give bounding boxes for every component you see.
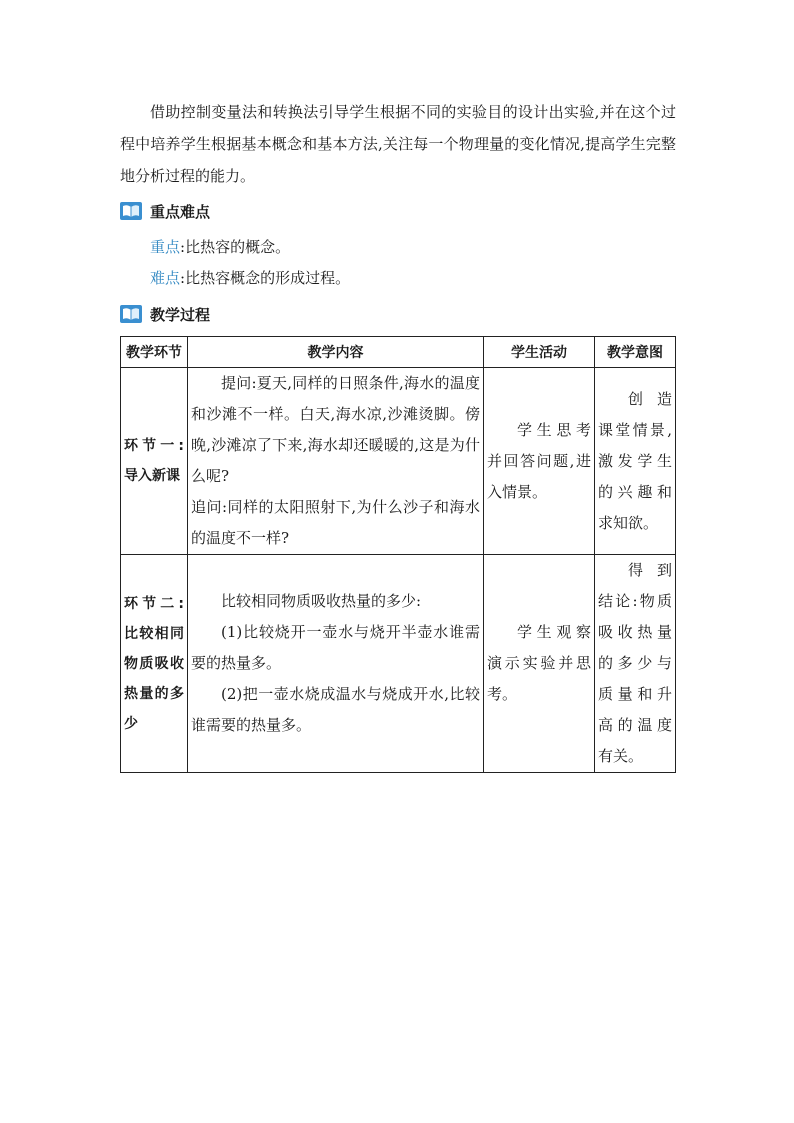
open-book-icon bbox=[120, 304, 142, 324]
process-heading bbox=[120, 303, 210, 325]
difficulty-line bbox=[150, 267, 350, 289]
focus-text: :比热容的概念。 bbox=[180, 238, 291, 256]
header-stage: 教学环节 bbox=[121, 337, 188, 368]
intent-cell: 得到结论:物质吸收热量的多少与质量和升高的温度有关。 bbox=[595, 555, 676, 773]
content-paragraph: 追问:同样的太阳照射下,为什么沙子和海水的温度不一样? bbox=[191, 498, 480, 547]
difficulty-label: 难点 bbox=[150, 269, 181, 287]
table-row bbox=[121, 555, 676, 773]
activity-cell: 学生思考并回答问题,进入情景。 bbox=[484, 368, 595, 555]
table-row bbox=[121, 368, 676, 555]
table-header-row bbox=[121, 337, 676, 368]
intro-paragraph: 借助控制变量法和转换法引导学生根据不同的实验目的设计出实验,并在这个过程中培养学生根据基本概念和基本方法,关注每一个物理量的变化情况,提高学生完整地分析过程的能力。 bbox=[120, 103, 676, 185]
section-title: 重点难点 bbox=[150, 202, 211, 221]
header-activity: 学生活动 bbox=[484, 337, 595, 368]
key-points-heading bbox=[120, 200, 210, 222]
content-cell bbox=[188, 368, 484, 555]
content-paragraph: (1)比较烧开一壶水与烧开半壶水谁需要的热量多。 bbox=[191, 623, 480, 672]
content-paragraph: 提问:夏天,同样的日照条件,海水的温度和沙滩不一样。白天,海水凉,沙滩烫脚。傍晚,沙滩凉了下来,海水却还暖暖的,这是为什么呢? bbox=[191, 374, 480, 485]
teaching-process-table bbox=[120, 336, 676, 773]
open-book-icon bbox=[120, 201, 142, 221]
activity-cell: 学生观察演示实验并思考。 bbox=[484, 555, 595, 773]
difficulty-text: :比热容概念的形成过程。 bbox=[180, 269, 351, 287]
stage-cell: 环节一:导入新课 bbox=[121, 368, 188, 555]
content-paragraph: (2)把一壶水烧成温水与烧成开水,比较谁需要的热量多。 bbox=[191, 685, 480, 734]
header-content: 教学内容 bbox=[188, 337, 484, 368]
stage-cell: 环节二:比较相同物质吸收热量的多少 bbox=[121, 555, 188, 773]
intent-cell: 创造课堂情景,激发学生的兴趣和求知欲。 bbox=[595, 368, 676, 555]
content-cell bbox=[188, 555, 484, 773]
content-paragraph: 比较相同物质吸收热量的多少: bbox=[221, 592, 422, 610]
focus-label: 重点 bbox=[150, 238, 181, 256]
focus-line bbox=[150, 236, 290, 258]
header-intent: 教学意图 bbox=[595, 337, 676, 368]
section-title: 教学过程 bbox=[150, 305, 211, 324]
